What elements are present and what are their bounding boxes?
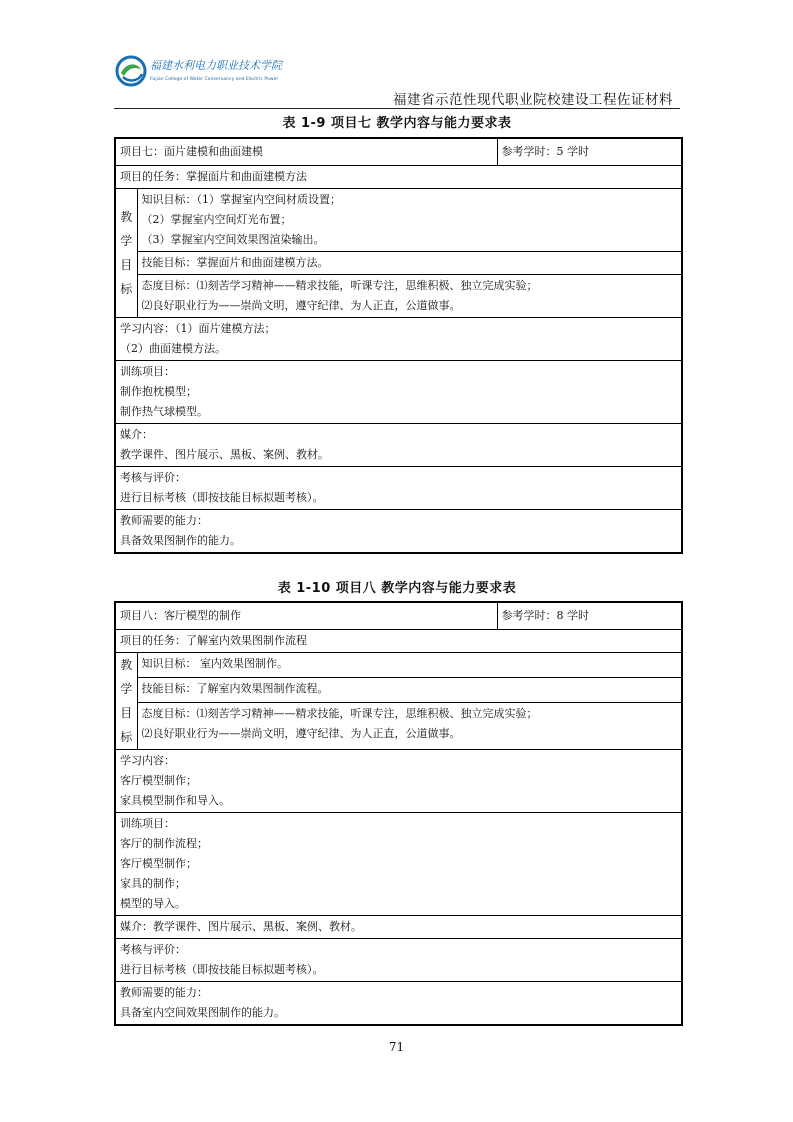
table-row bbox=[115, 653, 682, 678]
assessment: 考核与评价： 进行目标考核（即按技能目标拟题考核）。 bbox=[115, 939, 682, 982]
knowledge-goal: 知识目标：（1）掌握室内空间材质设置； （2）掌握室内空间灯光布置； （3）掌握室内空间效果图渲染输出。 bbox=[137, 189, 682, 252]
table-row bbox=[115, 982, 682, 1026]
table-row bbox=[115, 750, 682, 813]
training-items: 训练项目： 制作抱枕模型； 制作热气球模型。 bbox=[115, 361, 682, 424]
knowledge-goal: 知识目标： 室内效果图制作。 bbox=[137, 653, 682, 678]
teacher-ability: 教师需要的能力： 具备效果图制作的能力。 bbox=[115, 510, 682, 554]
table-row bbox=[115, 602, 682, 630]
document-title: 福建省示范性现代职业院校建设工程佐证材料 bbox=[393, 92, 673, 108]
training-items: 训练项目： 客厅的制作流程； 客厅模型制作； 家具的制作； 模型的导入。 bbox=[115, 813, 682, 916]
table-row bbox=[115, 703, 682, 750]
college-logo bbox=[114, 52, 289, 90]
logo-cn-text: 福建水利电力职业技术学院 bbox=[150, 59, 282, 72]
table1-caption: 表 1-9 项目七 教学内容与能力要求表 bbox=[282, 116, 512, 131]
attitude-goal: 态度目标：⑴刻苦学习精神——精求技能，听课专注，思维积极、独立完成实验； ⑵良好职业行为——崇尚文明，遵守纪律、为人正直，公道做事。 bbox=[137, 703, 682, 750]
table2-caption: 表 1-10 项目八 教学内容与能力要求表 bbox=[277, 581, 517, 596]
media: 媒介：教学课件、图片展示、黑板、案例、教材。 bbox=[115, 916, 682, 939]
reference-hours: 参考学时：8 学时 bbox=[497, 602, 682, 630]
page-number: 71 bbox=[388, 1040, 405, 1054]
table1 bbox=[114, 137, 683, 554]
reference-hours: 参考学时：5 学时 bbox=[497, 138, 682, 166]
table-row bbox=[115, 318, 682, 361]
table-row bbox=[115, 252, 682, 275]
skill-goal: 技能目标：掌握面片和曲面建模方法。 bbox=[137, 252, 682, 275]
header-divider bbox=[114, 108, 680, 109]
table-row bbox=[115, 939, 682, 982]
assessment: 考核与评价： 进行目标考核（即按技能目标拟题考核）。 bbox=[115, 467, 682, 510]
attitude-goal: 态度目标：⑴刻苦学习精神——精求技能，听课专注，思维积极、独立完成实验； ⑵良好职业行为——崇尚文明，遵守纪律、为人正直，公道做事。 bbox=[137, 275, 682, 318]
table-row bbox=[115, 467, 682, 510]
learning-content: 学习内容： 客厅模型制作； 家具模型制作和导入。 bbox=[115, 750, 682, 813]
table-row bbox=[115, 275, 682, 318]
table-row bbox=[115, 916, 682, 939]
project-task: 项目的任务：掌握面片和曲面建模方法 bbox=[115, 166, 682, 189]
logo-emblem-icon bbox=[114, 52, 289, 90]
table-row bbox=[115, 678, 682, 703]
project-name: 项目七：面片建模和曲面建模 bbox=[115, 138, 497, 166]
table-row bbox=[115, 510, 682, 554]
project-task: 项目的任务：了解室内效果图制作流程 bbox=[115, 630, 682, 653]
table-row bbox=[115, 813, 682, 916]
learning-content: 学习内容：（1）面片建模方法； （2）曲面建模方法。 bbox=[115, 318, 682, 361]
teacher-ability: 教师需要的能力： 具备室内空间效果图制作的能力。 bbox=[115, 982, 682, 1026]
media: 媒介： 教学课件、图片展示、黑板、案例、教材。 bbox=[115, 424, 682, 467]
table2 bbox=[114, 601, 683, 1026]
table-row bbox=[115, 138, 682, 166]
table-row bbox=[115, 166, 682, 189]
project-name: 项目八：客厅模型的制作 bbox=[115, 602, 497, 630]
skill-goal: 技能目标：了解室内效果图制作流程。 bbox=[137, 678, 682, 703]
table-row bbox=[115, 424, 682, 467]
logo-en-text: Fujian College of Water Conservancy and Electric Power bbox=[150, 77, 279, 82]
table-row bbox=[115, 189, 682, 252]
teaching-goals-label: 教 学 目 标 bbox=[115, 189, 137, 318]
table-row bbox=[115, 630, 682, 653]
table-row bbox=[115, 361, 682, 424]
teaching-goals-label: 教 学 目 标 bbox=[115, 653, 137, 750]
